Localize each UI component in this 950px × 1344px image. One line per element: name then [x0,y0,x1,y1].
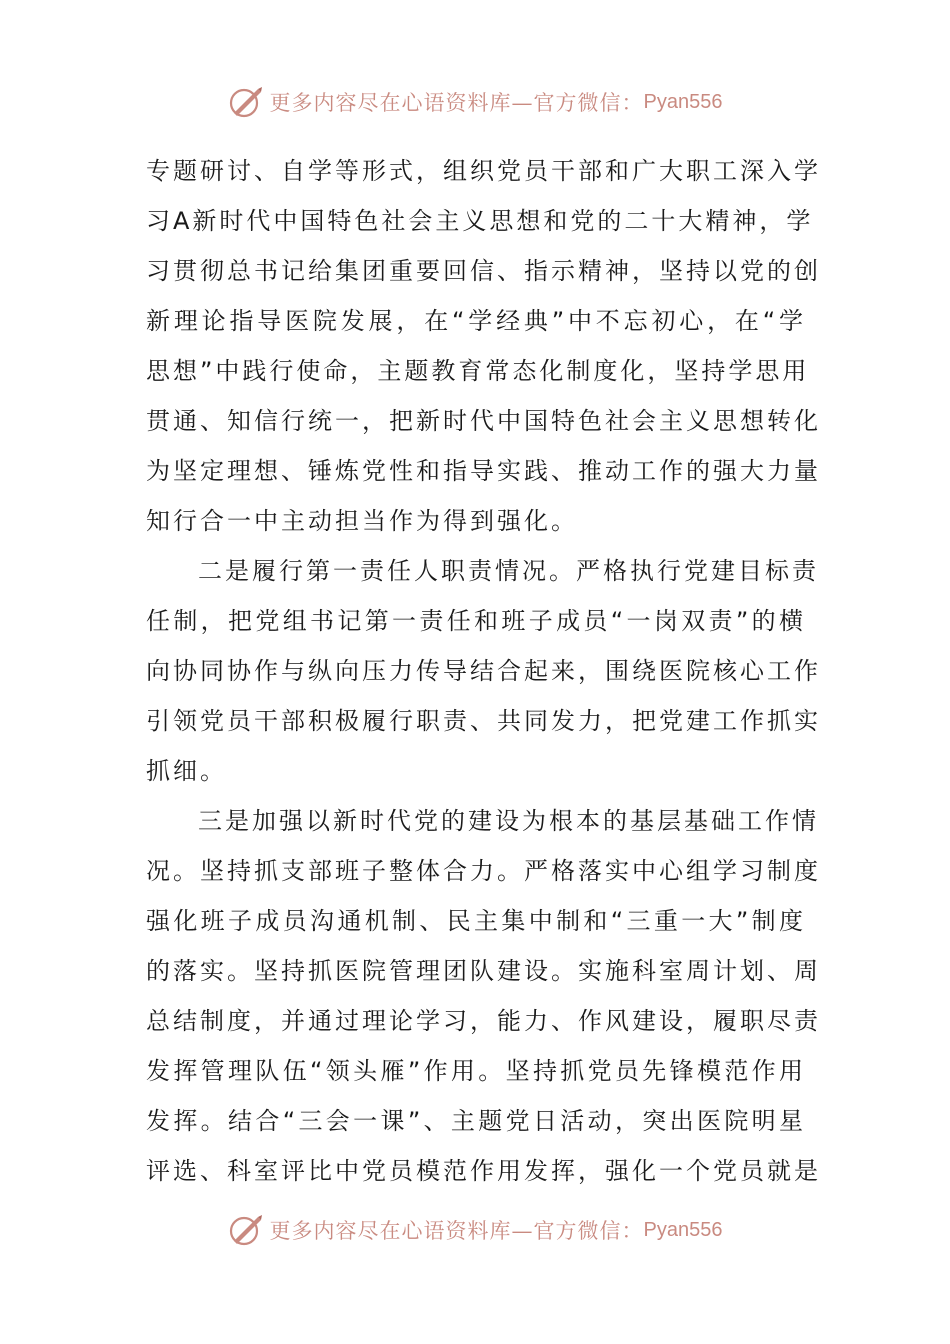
watermark-wechat-id: Pyan556 [643,1218,723,1241]
paragraph-2-line: 引领党员干部积极履行职责、共同发力，把党建工作抓实 [146,707,821,735]
pen-circle-logo-icon [228,1213,264,1247]
paragraph-1-line: 思想”中践行使命，主题教育常态化制度化，坚持学思用 [146,357,810,385]
paragraph-1-line: 贯通、知信行统一，把新时代中国特色社会主义思想转化 [146,407,821,435]
paragraph-1-line: 习A新时代中国特色社会主义思想和党的二十大精神，学 [146,207,814,235]
watermark-banner-bottom [0,1210,950,1250]
paragraph-3-line: 况。坚持抓支部班子整体合力。严格落实中心组学习制度 [146,857,821,885]
paragraph-3-line: 强化班子成员沟通机制、民主集中制和“三重一大”制度 [146,907,806,935]
paragraph-2-line: 向协同协作与纵向压力传导结合起来，围绕医院核心工作 [146,657,821,685]
paragraph-1-line: 新理论指导医院发展，在“学经典”中不忘初心，在“学 [146,307,806,335]
watermark-banner-top [0,82,950,122]
paragraph-3-line: 总结制度，并通过理论学习，能力、作风建设，履职尽责 [146,1007,821,1035]
paragraph-3-line: 三是加强以新时代党的建设为根本的基层基础工作情 [198,807,819,835]
watermark-text: 更多内容尽在心语资料库—官方微信： [269,91,644,115]
paragraph-1-line: 为坚定理想、锤炼党性和指导实践、推动工作的强大力量 [146,457,821,485]
paragraph-3-line: 的落实。坚持抓医院管理团队建设。实施科室周计划、周 [146,957,821,985]
document-body [146,146,821,1196]
watermark-text: 更多内容尽在心语资料库—官方微信： [269,1219,644,1243]
paragraph-1-line: 知行合一中主动担当作为得到强化。 [146,507,578,535]
paragraph-2-line: 抓细。 [146,757,227,785]
paragraph-2-line: 任制，把党组书记第一责任和班子成员“一岗双责”的横 [146,607,806,635]
paragraph-3-line: 发挥管理队伍“领头雁”作用。坚持抓党员先锋模范作用 [146,1057,806,1085]
paragraph-1-line: 习贯彻总书记给集团重要回信、指示精神，坚持以党的创 [146,257,821,285]
paragraph-1-line: 专题研讨、自学等形式，组织党员干部和广大职工深入学 [146,157,821,185]
paragraph-3-line: 评选、科室评比中党员模范作用发挥，强化一个党员就是 [146,1157,821,1185]
paragraph-2-line: 二是履行第一责任人职责情况。严格执行党建目标责 [198,557,819,585]
watermark-wechat-id: Pyan556 [643,90,723,113]
paragraph-3-line: 发挥。结合“三会一课”、主题党日活动，突出医院明星 [146,1107,806,1135]
pen-circle-logo-icon [228,85,264,119]
